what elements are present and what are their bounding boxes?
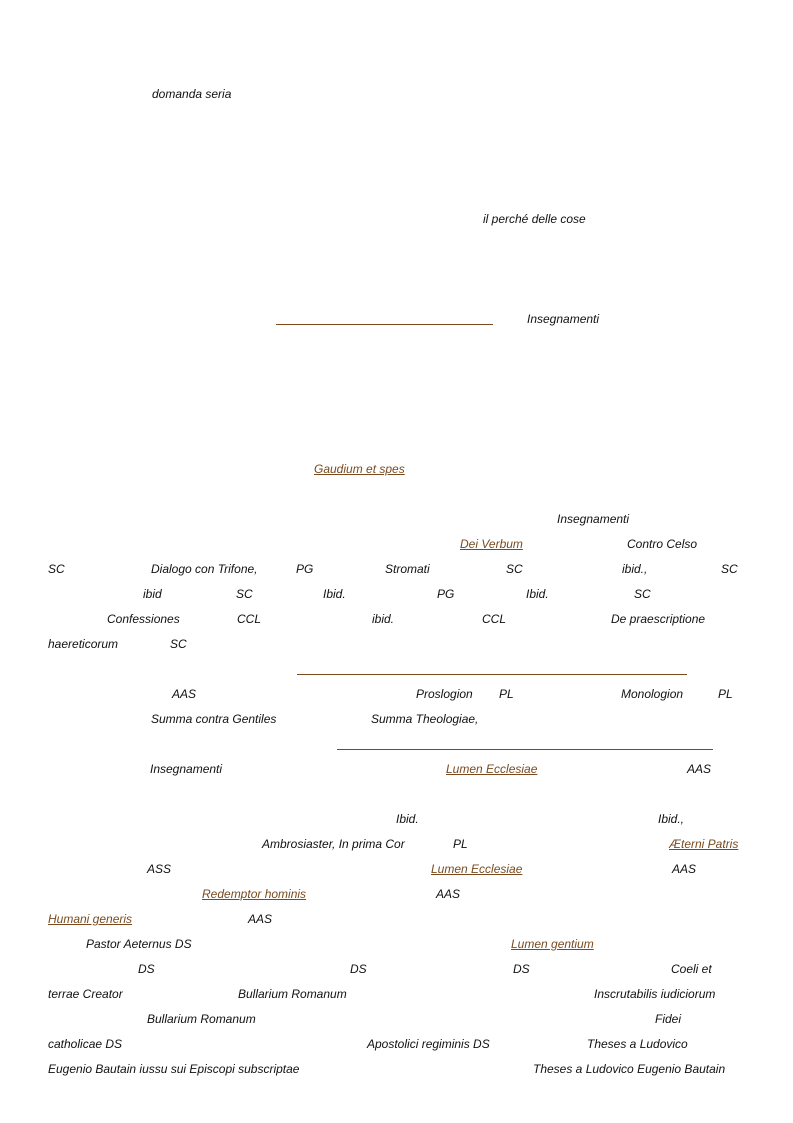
text-fragment: catholicae DS (48, 1037, 123, 1051)
text-fragment: CCL (237, 612, 262, 626)
link-redemptor-hominis[interactable]: Redemptor hominis (202, 887, 307, 901)
text-fragment: Summa Theologiae, (371, 712, 479, 726)
text-fragment: Proslogion (416, 687, 473, 701)
link-lumen-ecclesiae[interactable]: Lumen Ecclesiae (431, 862, 523, 876)
text-fragment: Insegnamenti (527, 312, 600, 326)
text-fragment: AAS (436, 887, 461, 901)
text-fragment: AAS (248, 912, 273, 926)
text-fragment: De praescriptione (611, 612, 706, 626)
text-fragment: AAS (172, 687, 197, 701)
text-fragment: Pastor Aeternus DS (86, 937, 192, 951)
text-fragment: ibid., (622, 562, 648, 576)
text-fragment: ibid (143, 587, 162, 601)
text-fragment: domanda seria (152, 87, 232, 101)
text-fragment: SC (236, 587, 253, 601)
text-fragment: Bullarium Romanum (238, 987, 347, 1001)
text-fragment: PL (718, 687, 733, 701)
text-fragment: SC (48, 562, 65, 576)
text-fragment: AAS (687, 762, 712, 776)
text-fragment: Ambrosiaster, In prima Cor (262, 837, 405, 851)
text-fragment: haereticorum (48, 637, 119, 651)
text-fragment: Theses a Ludovico (587, 1037, 688, 1051)
text-fragment: Ibid., (658, 812, 685, 826)
text-fragment: Stromati (385, 562, 430, 576)
text-fragment: SC (721, 562, 738, 576)
text-fragment: terrae Creator (48, 987, 123, 1001)
footnote-separator-line (276, 324, 493, 325)
text-fragment: ibid. (372, 612, 395, 626)
link-gaudium-et-spes[interactable]: Gaudium et spes (314, 462, 405, 476)
link-lumen-gentium[interactable]: Lumen gentium (511, 937, 594, 951)
text-fragment: PG (296, 562, 314, 576)
text-fragment: Fidei (655, 1012, 682, 1026)
text-fragment: CCL (482, 612, 507, 626)
text-fragment: Contro Celso (627, 537, 698, 551)
text-fragment: Monologion (621, 687, 684, 701)
text-fragment: ASS (147, 862, 172, 876)
text-fragment: SC (170, 637, 187, 651)
link-aeterni-patris[interactable]: Æterni Patris (669, 837, 739, 851)
text-fragment: Ibid. (396, 812, 419, 826)
text-fragment: Ibid. (526, 587, 549, 601)
text-fragment: Confessiones (107, 612, 180, 626)
text-fragment: Coeli et (671, 962, 712, 976)
text-fragment: PG (437, 587, 455, 601)
text-fragment: Theses a Ludovico Eugenio Bautain (533, 1062, 726, 1076)
text-fragment: DS (350, 962, 367, 976)
text-fragment: Bullarium Romanum (147, 1012, 256, 1026)
text-fragment: PL (453, 837, 468, 851)
footnote-separator-line (297, 674, 687, 675)
text-fragment: SC (506, 562, 523, 576)
link-dei-verbum[interactable]: Dei Verbum (460, 537, 523, 551)
text-fragment: Dialogo con Trifone, (151, 562, 258, 576)
text-fragment: PL (499, 687, 514, 701)
text-fragment: DS (513, 962, 530, 976)
text-fragment: Inscrutabilis iudiciorum (594, 987, 716, 1001)
text-fragment: AAS (672, 862, 697, 876)
text-fragment: DS (138, 962, 155, 976)
link-lumen-ecclesiae[interactable]: Lumen Ecclesiae (446, 762, 538, 776)
text-fragment: SC (634, 587, 651, 601)
link-humani-generis[interactable]: Humani generis (48, 912, 133, 926)
text-fragment: il perché delle cose (483, 212, 586, 226)
text-fragment: Eugenio Bautain iussu sui Episcopi subscriptae (48, 1062, 300, 1076)
footnote-separator-line (337, 749, 713, 750)
text-fragment: Ibid. (323, 587, 346, 601)
text-fragment: Apostolici regiminis DS (367, 1037, 490, 1051)
text-fragment: Insegnamenti (557, 512, 630, 526)
text-fragment: Summa contra Gentiles (151, 712, 277, 726)
text-fragment: Insegnamenti (150, 762, 223, 776)
